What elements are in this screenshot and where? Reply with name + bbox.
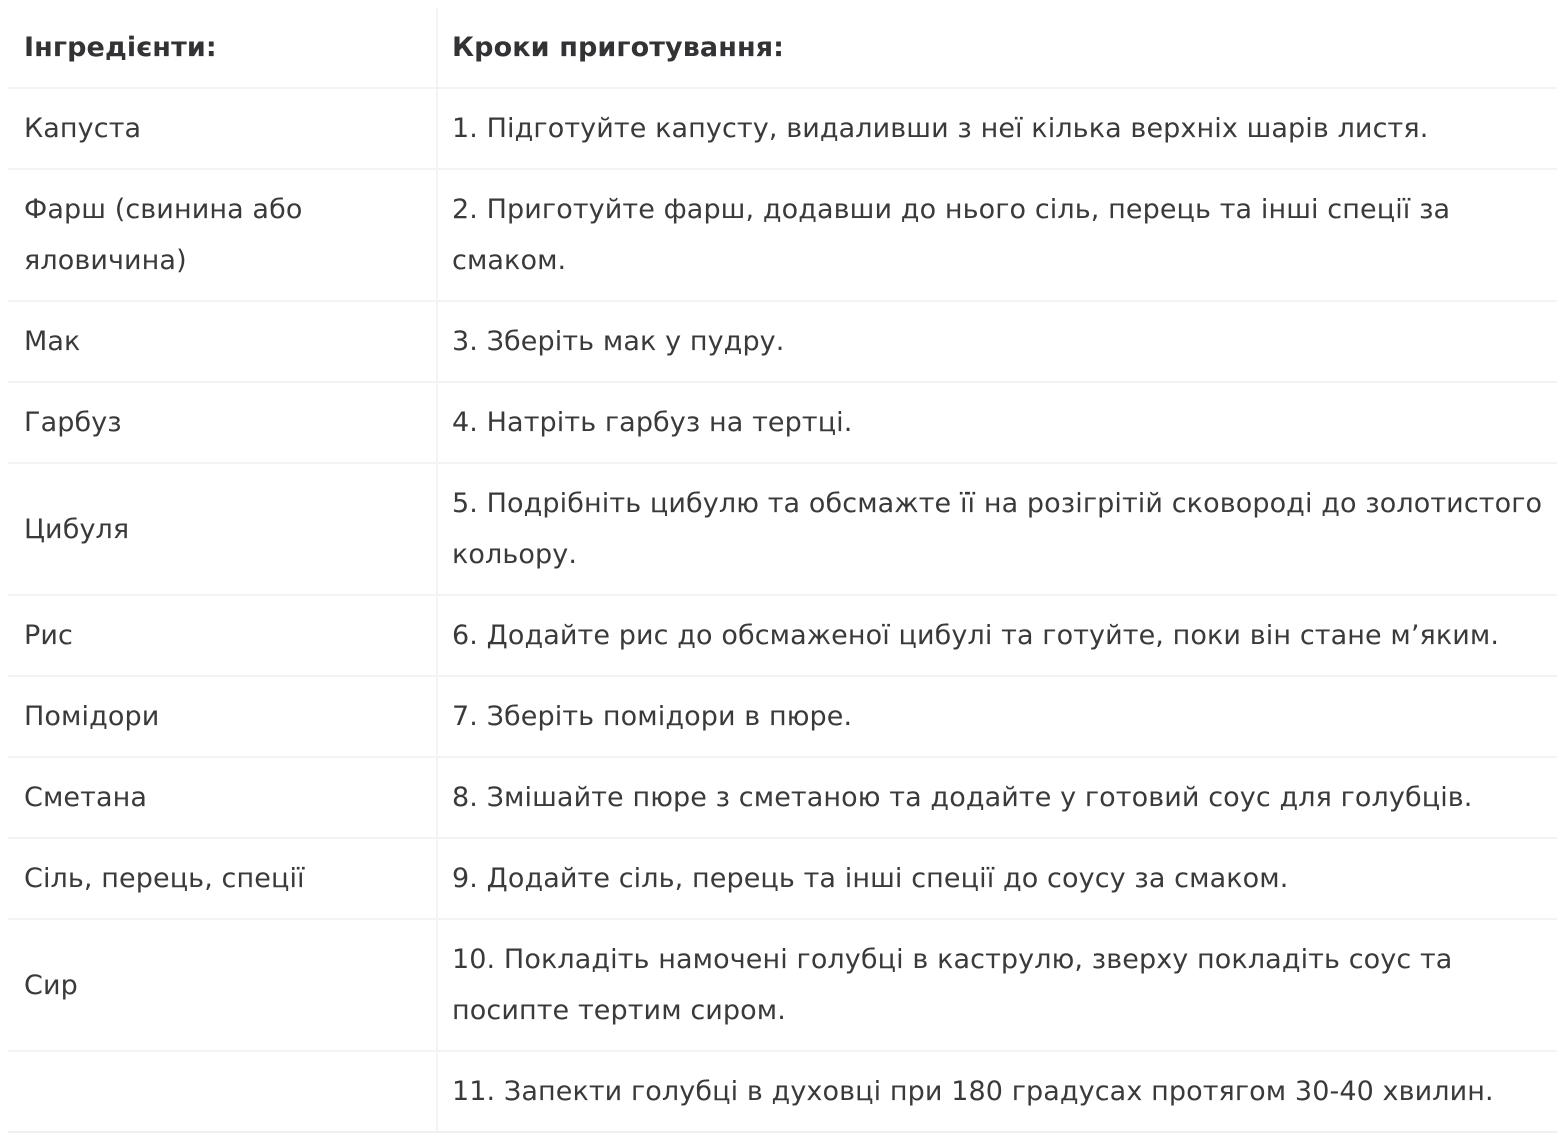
table-row <box>8 677 1557 758</box>
ingredient-cell: Капуста <box>8 89 438 170</box>
step-cell: 11. Запекти голубці в духовці при 180 градусах протягом 30-40 хвилин. <box>438 1052 1557 1133</box>
table-row <box>8 383 1557 464</box>
ingredient-cell: Цибуля <box>8 464 438 596</box>
steps-header: Кроки приготування: <box>438 8 1557 89</box>
step-cell: 4. Натріть гарбуз на тертці. <box>438 383 1557 464</box>
ingredient-cell: Гарбуз <box>8 383 438 464</box>
table-row <box>8 464 1557 596</box>
recipe-table <box>8 8 1557 1133</box>
table-row <box>8 920 1557 1052</box>
step-cell: 3. Зберіть мак у пудру. <box>438 302 1557 383</box>
table-row <box>8 89 1557 170</box>
step-cell: 10. Покладіть намочені голубці в каструлю, зверху покладіть соус та посипте тертим сиром. <box>438 920 1557 1052</box>
table-row <box>8 1052 1557 1133</box>
ingredient-cell: Сіль, перець, спеції <box>8 839 438 920</box>
table-row <box>8 596 1557 677</box>
ingredient-cell: Рис <box>8 596 438 677</box>
step-cell: 8. Змішайте пюре з сметаною та додайте у готовий соус для голубців. <box>438 758 1557 839</box>
table-row <box>8 839 1557 920</box>
ingredient-cell <box>8 1052 438 1133</box>
ingredient-cell: Сир <box>8 920 438 1052</box>
ingredient-cell: Мак <box>8 302 438 383</box>
ingredients-header: Інгредієнти: <box>8 8 438 89</box>
step-cell: 1. Підготуйте капусту, видаливши з неї кілька верхніх шарів листя. <box>438 89 1557 170</box>
step-cell: 2. Приготуйте фарш, додавши до нього сіль, перець та інші спеції за смаком. <box>438 170 1557 302</box>
ingredient-cell: Фарш (свинина або яловичина) <box>8 170 438 302</box>
table-row <box>8 170 1557 302</box>
table-header-row <box>8 8 1557 89</box>
table-row <box>8 758 1557 839</box>
step-cell: 9. Додайте сіль, перець та інші спеції до соусу за смаком. <box>438 839 1557 920</box>
step-cell: 7. Зберіть помідори в пюре. <box>438 677 1557 758</box>
table-row <box>8 302 1557 383</box>
step-cell: 6. Додайте рис до обсмаженої цибулі та готуйте, поки він стане м’яким. <box>438 596 1557 677</box>
step-cell: 5. Подрібніть цибулю та обсмажте її на розігрітій сковороді до золотистого кольору. <box>438 464 1557 596</box>
ingredient-cell: Помідори <box>8 677 438 758</box>
ingredient-cell: Сметана <box>8 758 438 839</box>
